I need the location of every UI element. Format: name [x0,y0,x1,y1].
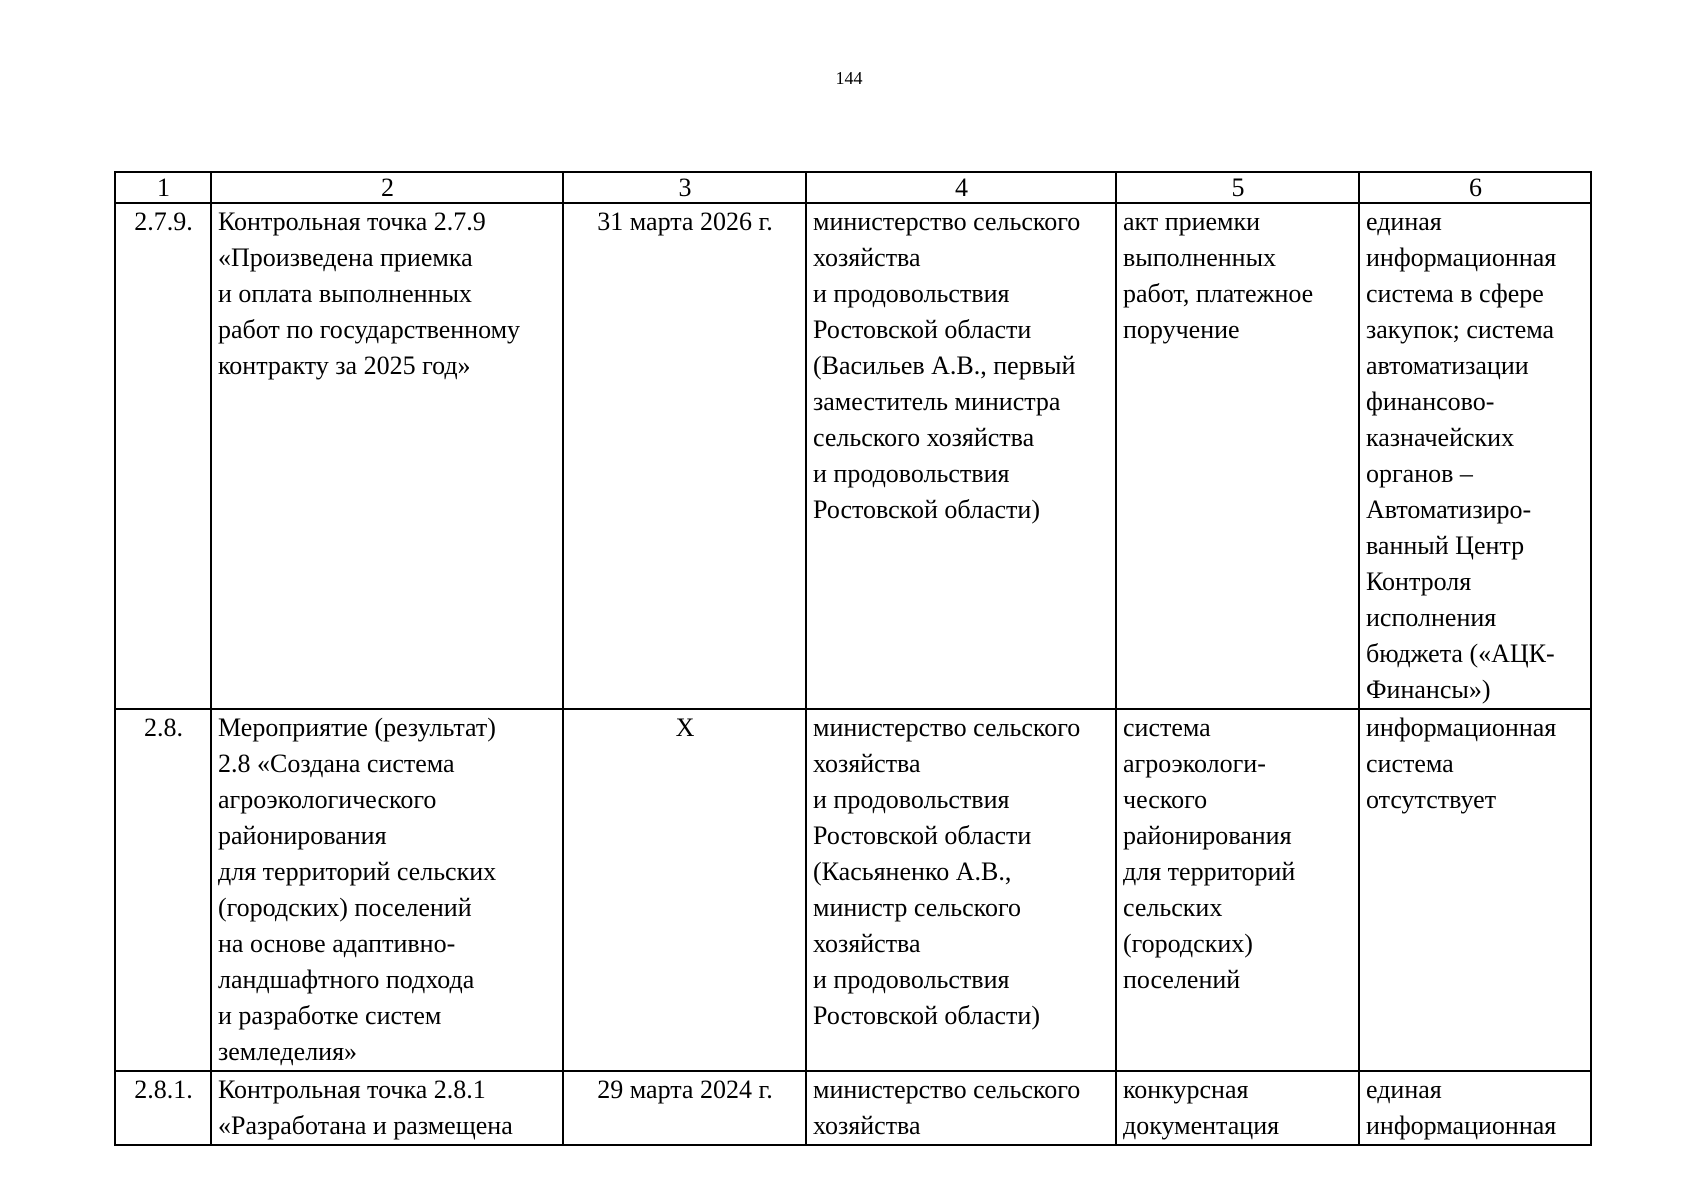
row-date-cell: 29 марта 2024 г. [563,1071,806,1145]
plan-table [114,171,1592,1146]
row-number-cell: 2.8. [115,709,211,1071]
row-name-cell: Мероприятие (результат) 2.8 «Создана система агроэкологического районирования для территорий сельских (городских) поселений на основе адаптивно- ландшафтного подхода и разработке систем земледелия» [211,709,563,1071]
column-header: 5 [1116,172,1359,203]
row-name-cell: Контрольная точка 2.8.1 «Разработана и размещена [211,1071,563,1145]
table-row [115,1071,1591,1145]
row-system-cell: информационная система отсутствует [1359,709,1591,1071]
row-system-cell: единая информационная система в сфере закупок; система автоматизации финансово- казначейских органов – Автоматизиро- ванный Центр Контроля исполнения бюджета («АЦК- Финансы») [1359,203,1591,709]
column-header: 6 [1359,172,1591,203]
table-row [115,203,1591,709]
row-date-cell: X [563,709,806,1071]
row-document-cell: система агроэкологи- ческого районирования для территорий сельских (городских) поселений [1116,709,1359,1071]
table-row [115,709,1591,1071]
row-responsible-cell: министерство сельского хозяйства и продовольствия Ростовской области (Касьяненко А.В., министр сельского хозяйства и продовольствия Ростовской области) [806,709,1116,1071]
row-system-cell: единая информационная [1359,1071,1591,1145]
page-number: 144 [835,68,863,88]
row-number-cell: 2.7.9. [115,203,211,709]
row-name-cell: Контрольная точка 2.7.9 «Произведена приемка и оплата выполненных работ по государственному контракту за 2025 год» [211,203,563,709]
row-responsible-cell: министерство сельского хозяйства и продовольствия Ростовской области (Васильев А.В., первый заместитель министра сельского хозяйства и продовольствия Ростовской области) [806,203,1116,709]
column-header: 4 [806,172,1116,203]
row-document-cell: конкурсная документация [1116,1071,1359,1145]
row-document-cell: акт приемки выполненных работ, платежное поручение [1116,203,1359,709]
row-number-cell: 2.8.1. [115,1071,211,1145]
table-header-row [115,172,1591,203]
row-responsible-cell: министерство сельского хозяйства [806,1071,1116,1145]
column-header: 3 [563,172,806,203]
column-header: 1 [115,172,211,203]
column-header: 2 [211,172,563,203]
row-date-cell: 31 марта 2026 г. [563,203,806,709]
